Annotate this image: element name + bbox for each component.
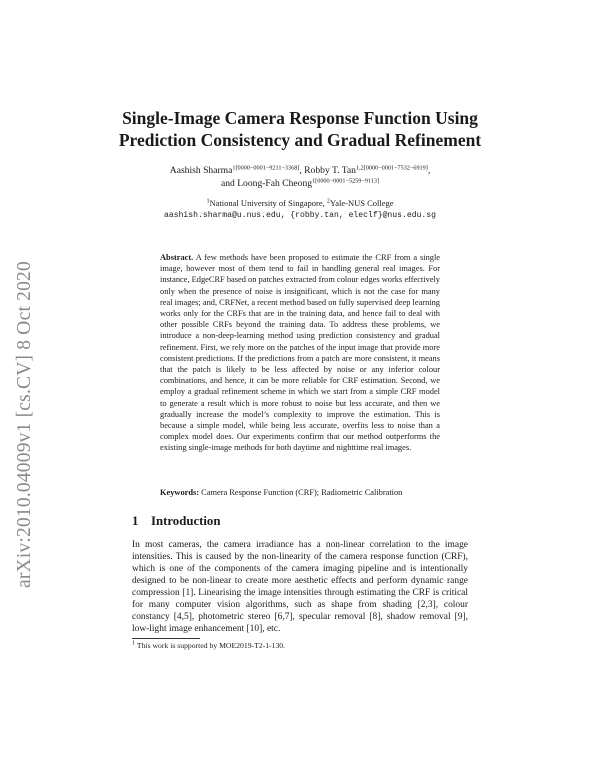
abstract-text: A few methods have been proposed to estimate the CRF from a single image, however most of them tend to fail in handling general real images. For instance, EdgeCRF based on patches extracted from colour edges works effectively only when the presence of noise is insignificant, which is not the case for many real images; and, CRFNet, a recent method based on fully supervised deep learning works only for the CRFs that are in the training data, and hence fail to deal with other possible CRFs beyond the training data. To address these problems, we introduce a non-deep-learning method using prediction consistency and gradual refinement. First, we rely more on the patches of the input image that provide more consistent predictions. If the predictions from a patch are more consistent, it means that the patch is likely to be less affected by noise or any inferior colour combinations, and hence, it can be more reliable for CRF estimation. Second, we employ a gradual refinement scheme in which we start from a simple CRF model to generate a result which is more robust to noise but less accurate, and then we gradually increase the model’s complexity to improve the estimation. This is because a simple model, while being less accurate, overfits less to noise than a complex model does. Our experiments confirm that our method outperforms the existing single-image methods for both daytime and nighttime real images. [160, 253, 440, 453]
institution-1: National University of Singapore, [209, 198, 327, 208]
footnote-mark: 1 [132, 639, 136, 647]
affiliation-mark-2: 2 [326, 197, 330, 205]
abstract-label: Abstract. [160, 253, 194, 262]
section-heading-introduction [132, 514, 220, 529]
author-separator: , [427, 165, 431, 176]
author-line-1 [110, 164, 490, 177]
author-list [110, 164, 490, 190]
affiliations [110, 198, 490, 221]
paper-title-line-2: Prediction Consistency and Gradual Refinement [118, 130, 482, 150]
footnote-divider [132, 638, 200, 639]
author-name-1: Aashish Sharma [169, 165, 233, 176]
paper-title [100, 107, 500, 151]
section-number: 1 [132, 514, 139, 528]
affiliation-mark-1: 1 [206, 197, 210, 205]
institutions [110, 198, 490, 210]
footnote-text: This work is supported by MOE2019-T2-1-130. [136, 641, 286, 650]
abstract [160, 252, 440, 454]
keywords-label: Keywords: [160, 488, 200, 497]
institution-2: Yale-NUS College [329, 198, 394, 208]
author-name-2: , Robby T. Tan [299, 165, 356, 176]
keywords [160, 487, 450, 498]
paper-title-line-1: Single-Image Camera Response Function Using [122, 108, 478, 128]
author-emails: aashish.sharma@u.nus.edu, {robby.tan, eleclf}@nus.edu.sg [164, 210, 436, 220]
arxiv-identifier-stamp: arXiv:2010.04009v1 [cs.CV] 8 Oct 2020 [14, 261, 35, 588]
author-orcid-1: 1[0000−0001−9211−3368] [232, 164, 300, 172]
author-line-2 [110, 177, 490, 190]
author-orcid-2: 1,2[0000−0001−7532−6919] [355, 164, 428, 172]
footnote [132, 641, 285, 650]
author-orcid-3: 1[0000−0001−5259−9113] [312, 177, 380, 185]
author-name-3: and Loong-Fah Cheong [220, 178, 313, 189]
section-title: Introduction [151, 514, 221, 528]
keywords-text: Camera Response Function (CRF); Radiometric Calibration [201, 488, 403, 497]
introduction-paragraph: In most cameras, the camera irradiance has a non-linear correlation to the image intensities. This is caused by the non-linearity of the camera response function (CRF), which is one of the components of the camera imaging pipeline and is intentionally designed to be non-linear to create more aesthetic effects and perform dynamic range compression [1]. Linearising the image intensities through estimating the CRF is critical for many computer vision algorithms, such as shape from shading [2,3], colour constancy [4,5], photometric stereo [6,7], specular removal [8], shadow removal [9], low-light image enhancement [10], etc. [132, 540, 468, 634]
